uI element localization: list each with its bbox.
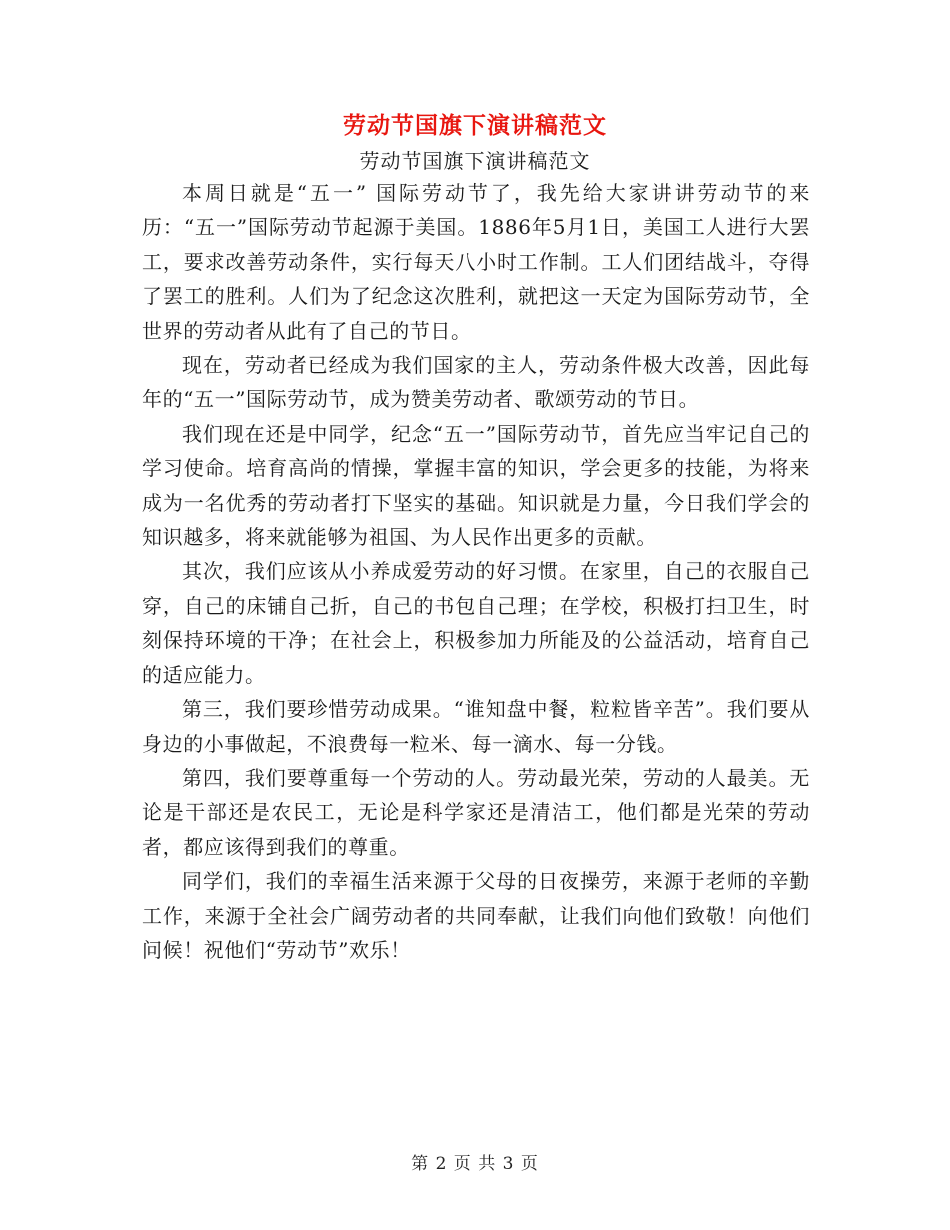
paragraph: 第四，我们要尊重每一个劳动的人。劳动最光荣，劳动的人最美。无论是干部还是农民工，无论是科学家还是清洁工，他们都是光荣的劳动者，都应该得到我们的尊重。: [142, 765, 810, 859]
paragraph: 本周日就是“五一” 国际劳动节了，我先给大家讲讲劳动节的来历：“五一”国际劳动节起源于美国。1886年5月1日，美国工人进行大罢工，要求改善劳动条件，实行每天八小时工作制。工人们团结战斗，夺得了罢工的胜利。人们为了纪念这次胜利，就把这一天定为国际劳动节，全世界的劳动者从此有了自己的节日。: [142, 181, 810, 343]
document-title: 劳动节国旗下演讲稿范文: [343, 112, 607, 139]
document-subtitle: 劳动节国旗下演讲稿范文: [359, 149, 591, 173]
paragraph: 第三，我们要珍惜劳动成果。“谁知盘中餐，粒粒皆辛苦”。我们要从身边的小事做起，不浪费每一粒米、每一滴水、每一分钱。: [142, 697, 810, 756]
paragraph: 同学们，我们的幸福生活来源于父母的日夜操劳，来源于老师的辛勤工作，来源于全社会广阔劳动者的共同奉献，让我们向他们致敬！向他们问候！祝他们“劳动节”欢乐！: [142, 869, 810, 962]
page-number: 第 2 页 共 3 页: [411, 1154, 539, 1174]
paragraph: 我们现在还是中同学，纪念“五一”国际劳动节，首先应当牢记自己的学习使命。培育高尚的情操，掌握丰富的知识，学会更多的技能，为将来成为一名优秀的劳动者打下坚实的基础。知识就是力量，今日我们学会的知识越多，将来就能够为祖国、为人民作出更多的贡献。: [142, 421, 810, 550]
document-body: [142, 176, 810, 967]
paragraph: 现在，劳动者已经成为我们国家的主人，劳动条件极大改善，因此每年的“五一”国际劳动节，成为赞美劳动者、歌颂劳动的节日。: [142, 353, 810, 412]
paragraph: 其次，我们应该从小养成爱劳动的好习惯。在家里，自己的衣服自己穿，自己的床铺自己折，自己的书包自己理；在学校，积极打扫卫生，时刻保持环境的干净；在社会上，积极参加力所能及的公益活动，培育自己的适应能力。: [142, 559, 810, 687]
